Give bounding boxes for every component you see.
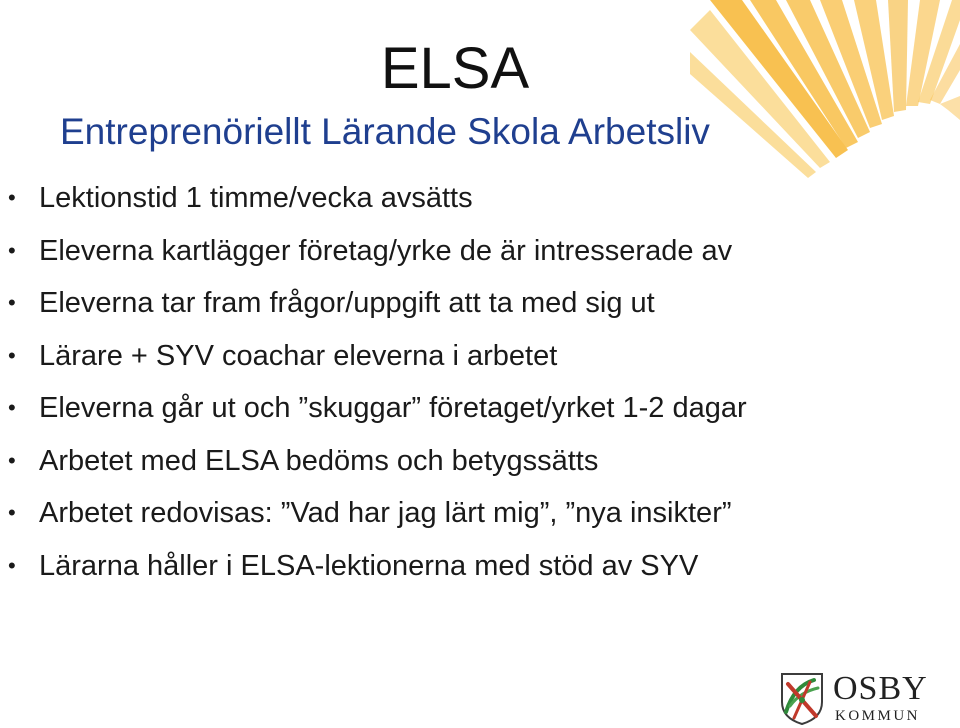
bullet-text: Lärare + SYV coachar eleverna i arbetet	[39, 339, 558, 372]
slide-title: ELSA	[380, 36, 530, 101]
bullet-text: Eleverna går ut och ”skuggar” företaget/yrket 1-2 dagar	[39, 392, 747, 424]
bullet-text: Eleverna kartlägger företag/yrke de är intresserade av	[39, 234, 733, 267]
coat-of-arms-icon	[780, 672, 824, 726]
bullet-item	[0, 336, 747, 389]
bullet-dot: •	[8, 500, 16, 525]
bullet-item	[0, 231, 747, 284]
logo-subtitle: KOMMUN	[835, 708, 921, 724]
bullet-text: Arbetet redovisas: ”Vad har jag lärt mig”, ”nya insikter”	[39, 497, 732, 529]
bullet-dot: •	[8, 290, 16, 315]
slide-subtitle: Entreprenöriellt Lärande Skola Arbetsliv	[60, 111, 710, 152]
bullet-dot: •	[8, 185, 16, 210]
bullet-list	[0, 178, 747, 598]
bullet-item	[0, 283, 747, 336]
bullet-dot: •	[8, 342, 16, 368]
bullet-item	[0, 546, 747, 599]
bullet-item	[0, 178, 747, 231]
bullet-dot: •	[8, 395, 16, 420]
bullet-text: Lärarna håller i ELSA-lektionerna med stöd av SYV	[39, 549, 699, 582]
bullet-item	[0, 493, 747, 546]
bullet-text: Lektionstid 1 timme/vecka avsätts	[39, 182, 473, 214]
bullet-text: Eleverna tar fram frågor/uppgift att ta med sig ut	[39, 287, 655, 319]
logo-name: OSBY	[833, 670, 928, 707]
bullet-text: Arbetet med ELSA bedöms och betygssätts	[39, 444, 599, 477]
bullet-dot: •	[8, 552, 16, 578]
osby-kommun-logo	[780, 670, 960, 728]
bullet-item	[0, 441, 747, 494]
bullet-item	[0, 388, 747, 441]
bullet-dot: •	[8, 237, 16, 263]
bullet-dot: •	[8, 447, 16, 473]
